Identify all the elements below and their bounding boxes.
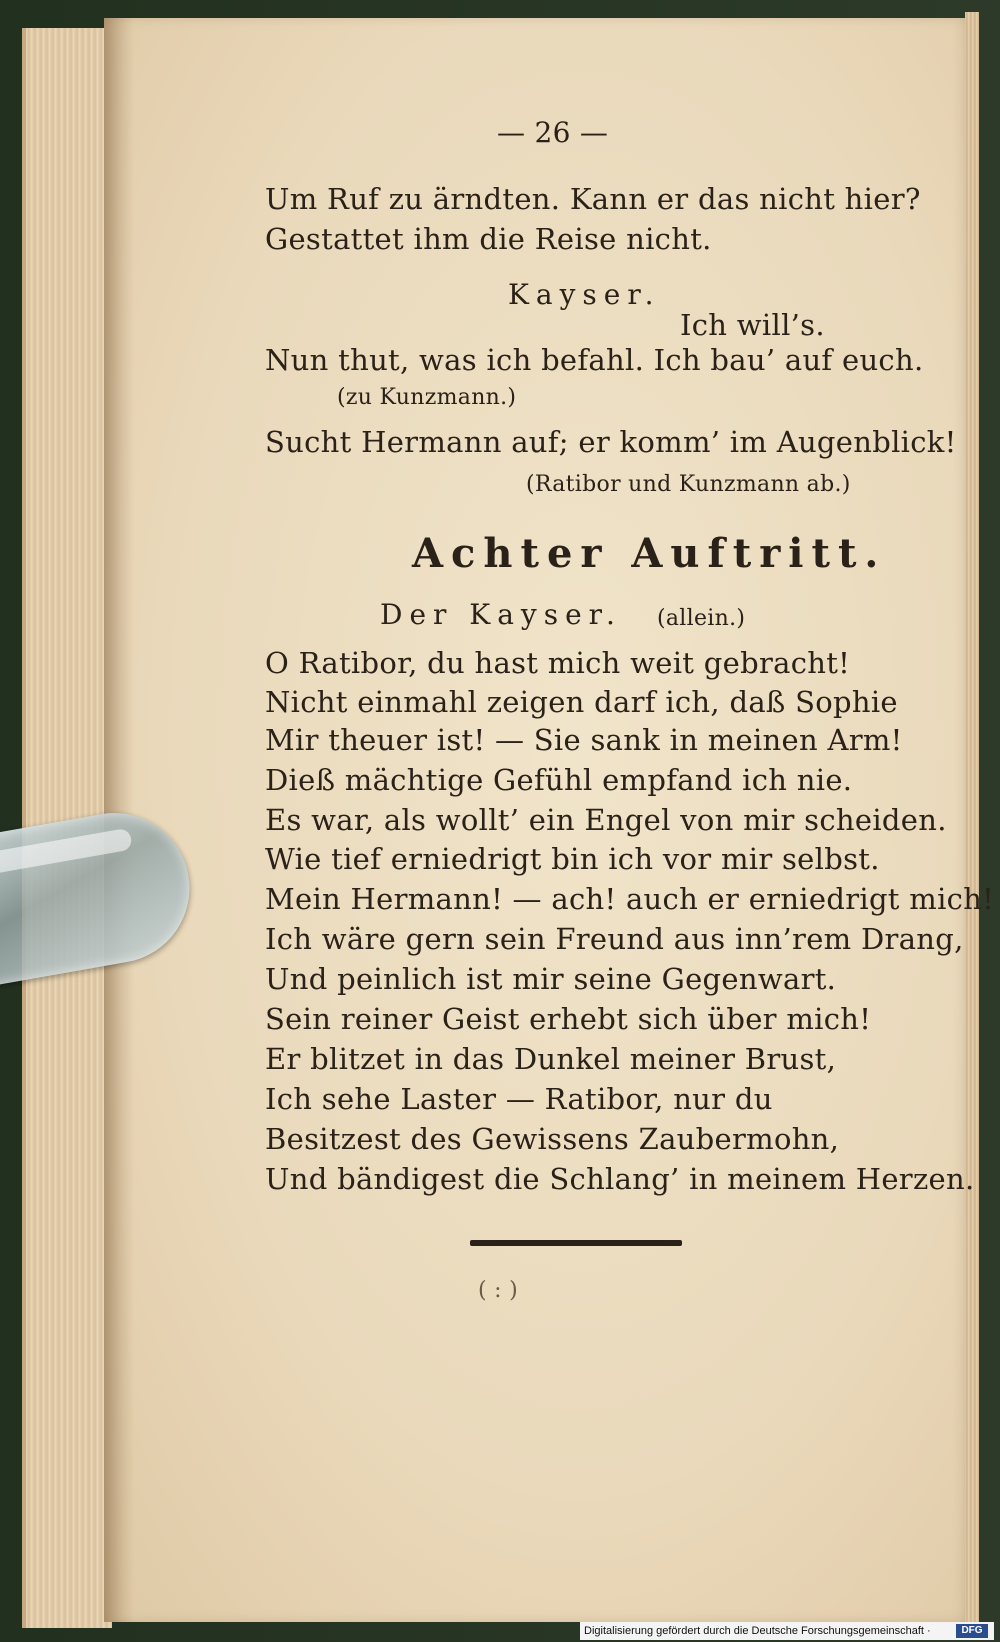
stage-direction: (allein.) <box>657 606 746 631</box>
scene-heading: Achter Auftritt. <box>412 530 887 577</box>
closing-rule <box>470 1240 682 1246</box>
text-line: O Ratibor, du hast mich weit gebracht! <box>265 646 851 680</box>
text-line: Sein reiner Geist erhebt sich über mich! <box>265 1002 872 1036</box>
text-line: Mein Hermann! — ach! auch er erniedrigt mich! <box>265 882 995 916</box>
text-line: Gestattet ihm die Reise nicht. <box>265 222 712 256</box>
text-line: Besitzest des Gewissens Zaubermohn, <box>265 1122 840 1156</box>
text-line: Um Ruf zu ärndten. Kann er das nicht hier? <box>265 182 921 216</box>
speaker-name: Kayser. <box>508 278 661 311</box>
text-line: Ich wäre gern sein Freund aus inn’rem Drang, <box>265 922 964 956</box>
text-line: Es war, als wollt’ ein Engel von mir scheiden. <box>265 803 947 837</box>
stage-direction: (Ratibor und Kunzmann ab.) <box>526 472 851 497</box>
speaker-name: Der Kayser. <box>380 598 622 631</box>
text-line: Mir theuer ist! — Sie sank in meinen Arm! <box>265 723 903 757</box>
text-line: Ich will’s. <box>680 308 825 342</box>
text-line: Wie tief erniedrigt bin ich vor mir selbst. <box>265 842 880 876</box>
page-number: — 26 — <box>497 116 609 149</box>
text-line: Nicht einmahl zeigen darf ich, daß Sophie <box>265 685 898 719</box>
text-line: Sucht Hermann auf; er komm’ im Augenblick! <box>265 425 957 459</box>
book-right-edge <box>965 12 979 1628</box>
text-line: Und bändigest die Schlang’ in meinem Herzen. <box>265 1162 975 1196</box>
text-line: Und peinlich ist mir seine Gegenwart. <box>265 962 837 996</box>
text-line: Ich sehe Laster — Ratibor, nur du <box>265 1082 773 1116</box>
text-line: Dieß mächtige Gefühl empfand ich nie. <box>265 763 853 797</box>
stage-direction: (zu Kunzmann.) <box>337 385 517 410</box>
digitization-credit: Digitalisierung gefördert durch die Deutsche Forschungsgemeinschaft · <box>580 1622 994 1640</box>
text-line: Er blitzet in das Dunkel meiner Brust, <box>265 1042 837 1076</box>
dfg-logo-icon: DFG <box>956 1624 988 1638</box>
text-line: Nun thut, was ich befahl. Ich bau’ auf euch. <box>265 343 924 377</box>
faint-bleedthrough-mark: ( : ) <box>478 1278 519 1303</box>
